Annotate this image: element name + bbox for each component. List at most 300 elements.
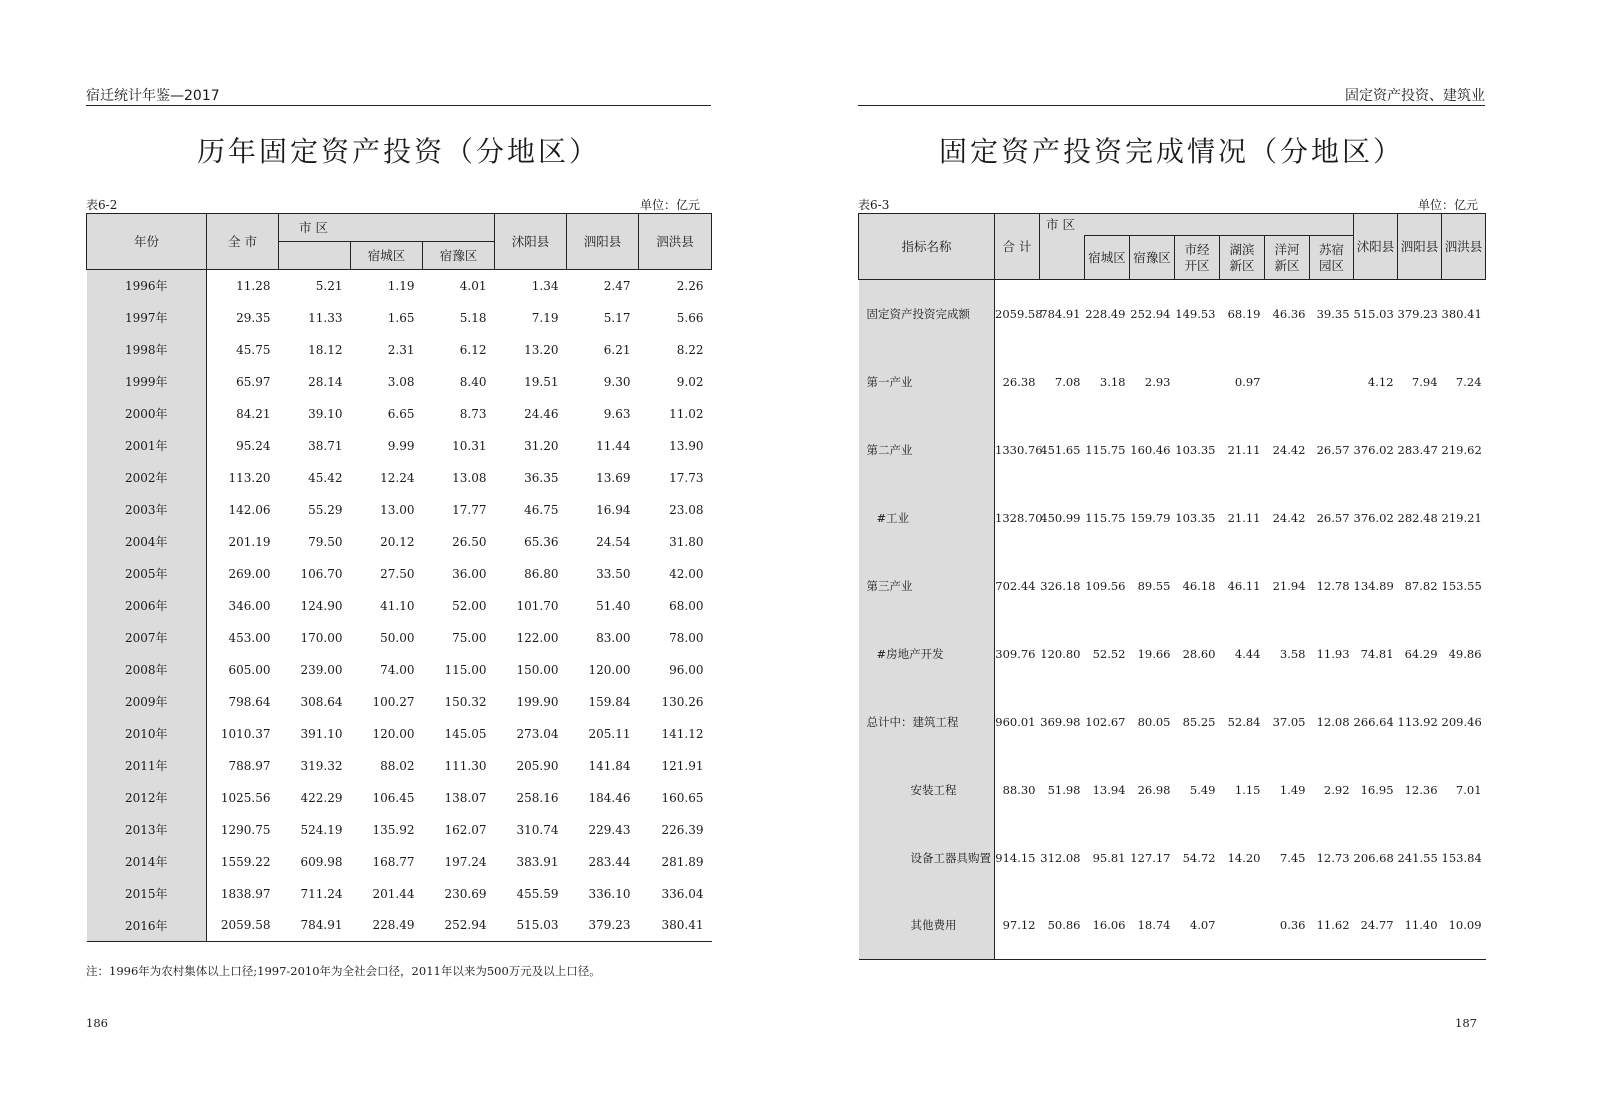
value-cell: 3.58 bbox=[1279, 646, 1306, 661]
value-cell: 101.70 bbox=[516, 598, 559, 613]
value-cell: 319.32 bbox=[300, 758, 343, 773]
left-page bbox=[0, 0, 800, 1099]
header-suqian-park-line2: 园区 bbox=[1319, 257, 1345, 273]
value-cell: 115.00 bbox=[444, 662, 487, 677]
value-cell: 199.90 bbox=[516, 694, 559, 709]
value-cell: 88.02 bbox=[380, 758, 415, 773]
table-row bbox=[859, 824, 1486, 892]
value-cell: 219.62 bbox=[1441, 442, 1482, 457]
value-cell: 273.04 bbox=[516, 726, 559, 741]
value-cell: 252.94 bbox=[423, 910, 495, 942]
value-cell: 13.20 bbox=[524, 342, 559, 357]
value-cell: 6.12 bbox=[459, 342, 487, 357]
value-cell: 20.12 bbox=[380, 534, 415, 549]
value-cell: 13.90 bbox=[669, 438, 704, 453]
header-yanghe-new-area bbox=[1265, 236, 1310, 280]
value-cell: 9.63 bbox=[603, 406, 631, 421]
header-econ-dev-line2: 开区 bbox=[1184, 257, 1210, 273]
value-cell: 8.22 bbox=[676, 342, 704, 357]
value-cell: 33.50 bbox=[596, 566, 631, 581]
value-cell: 1.19 bbox=[387, 278, 415, 293]
value-cell: 308.64 bbox=[300, 694, 343, 709]
value-cell: 376.02 bbox=[1353, 442, 1394, 457]
value-cell: 346.00 bbox=[228, 598, 271, 613]
value-cell: 86.80 bbox=[524, 566, 559, 581]
value-cell: 39.10 bbox=[308, 406, 343, 421]
value-cell: 96.00 bbox=[669, 662, 704, 677]
value-cell: 609.98 bbox=[300, 854, 343, 869]
value-cell: 1290.75 bbox=[220, 822, 271, 837]
value-cell: 85.25 bbox=[1182, 714, 1216, 729]
value-cell: 145.05 bbox=[444, 726, 487, 741]
value-cell: 228.49 bbox=[351, 910, 423, 942]
value-cell: 159.79 bbox=[1130, 510, 1171, 525]
table-number-right: 表6-3 bbox=[858, 198, 890, 212]
header-year: 年份 bbox=[87, 214, 207, 270]
value-cell: 106.70 bbox=[300, 566, 343, 581]
value-cell: 376.02 bbox=[1353, 510, 1394, 525]
value-cell: 13.00 bbox=[380, 502, 415, 517]
table-row bbox=[87, 430, 712, 462]
table-row bbox=[859, 756, 1486, 824]
value-cell: 150.32 bbox=[444, 694, 487, 709]
header-hubin-line2: 新区 bbox=[1229, 257, 1255, 273]
header-urban: 市 区 bbox=[279, 214, 495, 242]
value-cell: 1838.97 bbox=[220, 886, 271, 901]
unit-label-right: 单位：亿元 bbox=[1417, 198, 1478, 212]
value-cell: 605.00 bbox=[228, 662, 271, 677]
table-row bbox=[859, 552, 1486, 620]
value-cell: 26.57 bbox=[1316, 510, 1350, 525]
value-cell: 42.00 bbox=[669, 566, 704, 581]
table-row bbox=[87, 462, 712, 494]
value-cell: 153.55 bbox=[1441, 578, 1482, 593]
table-investment-completion-by-region bbox=[858, 213, 1486, 960]
value-cell: 7.08 bbox=[1054, 374, 1081, 389]
table-row bbox=[87, 270, 712, 302]
page-title-right: 固定资产投资完成情况（分地区） bbox=[938, 135, 1404, 168]
value-cell: 310.74 bbox=[516, 822, 559, 837]
value-cell: 124.90 bbox=[300, 598, 343, 613]
indicator-cell: 第二产业 bbox=[859, 416, 995, 484]
value-cell: 201.44 bbox=[372, 886, 415, 901]
table-row bbox=[87, 846, 712, 878]
value-cell: 11.28 bbox=[236, 278, 271, 293]
value-cell: 201.19 bbox=[228, 534, 271, 549]
value-cell: 52.52 bbox=[1092, 646, 1126, 661]
value-cell: 89.55 bbox=[1137, 578, 1171, 593]
value-cell: 383.91 bbox=[516, 854, 559, 869]
value-cell: 453.00 bbox=[228, 630, 271, 645]
indicator-cell: 设备工器具购置 bbox=[859, 824, 995, 892]
value-cell: 379.23 bbox=[567, 910, 639, 942]
table-row bbox=[87, 878, 712, 910]
value-cell: 1.65 bbox=[387, 310, 415, 325]
value-cell: 2.92 bbox=[1323, 782, 1350, 797]
year-cell: 2010年 bbox=[87, 718, 207, 750]
value-cell: 229.43 bbox=[588, 822, 631, 837]
value-cell: 19.51 bbox=[524, 374, 559, 389]
header-sucheng-right: 宿城区 bbox=[1085, 236, 1130, 280]
header-shuyang-right: 沭阳县 bbox=[1354, 214, 1398, 280]
value-cell: 2.31 bbox=[387, 342, 415, 357]
value-cell: 5.21 bbox=[315, 278, 343, 293]
unit-label-left: 单位：亿元 bbox=[639, 198, 700, 212]
value-cell: 27.50 bbox=[380, 566, 415, 581]
value-cell: 41.10 bbox=[380, 598, 415, 613]
value-cell: 134.89 bbox=[1353, 578, 1394, 593]
table-row bbox=[87, 334, 712, 366]
value-cell: 380.41 bbox=[639, 910, 712, 942]
value-cell: 1010.37 bbox=[220, 726, 271, 741]
year-cell: 2014年 bbox=[87, 846, 207, 878]
value-cell: 11.93 bbox=[1316, 646, 1350, 661]
table-row bbox=[87, 494, 712, 526]
value-cell: 24.42 bbox=[1272, 510, 1306, 525]
value-cell: 65.36 bbox=[524, 534, 559, 549]
header-suqian-park-line1: 苏宿 bbox=[1319, 241, 1345, 257]
value-cell: 7.19 bbox=[531, 310, 559, 325]
table-row bbox=[87, 654, 712, 686]
value-cell: 100.27 bbox=[372, 694, 415, 709]
value-cell: 914.15 bbox=[995, 850, 1036, 865]
value-cell: 784.91 bbox=[279, 910, 351, 942]
value-cell: 102.67 bbox=[1085, 714, 1126, 729]
header-city: 全 市 bbox=[207, 214, 279, 270]
value-cell: 28.60 bbox=[1182, 646, 1216, 661]
table-row bbox=[859, 416, 1486, 484]
year-cell: 2012年 bbox=[87, 782, 207, 814]
header-urban-spacer bbox=[279, 242, 351, 270]
value-cell: 52.00 bbox=[452, 598, 487, 613]
value-cell: 45.75 bbox=[236, 342, 271, 357]
value-cell: 0.97 bbox=[1234, 374, 1261, 389]
table-row bbox=[87, 622, 712, 654]
value-cell: 149.53 bbox=[1175, 306, 1216, 321]
table-row bbox=[87, 558, 712, 590]
header-sihong-right: 泗洪县 bbox=[1442, 214, 1486, 280]
value-cell: 8.40 bbox=[459, 374, 487, 389]
value-cell: 120.00 bbox=[588, 662, 631, 677]
table-row bbox=[87, 398, 712, 430]
value-cell: 711.24 bbox=[300, 886, 343, 901]
table-row bbox=[87, 590, 712, 622]
value-cell: 451.65 bbox=[1040, 442, 1081, 457]
value-cell: 37.05 bbox=[1272, 714, 1306, 729]
value-cell: 31.80 bbox=[669, 534, 704, 549]
value-cell: 11.40 bbox=[1398, 892, 1442, 960]
value-cell: 5.17 bbox=[603, 310, 631, 325]
value-cell: 6.65 bbox=[387, 406, 415, 421]
value-cell: 150.00 bbox=[516, 662, 559, 677]
value-cell: 135.92 bbox=[372, 822, 415, 837]
value-cell bbox=[1310, 348, 1354, 416]
value-cell: 960.01 bbox=[995, 714, 1036, 729]
header-hubin-new-area bbox=[1220, 236, 1265, 280]
year-cell: 2013年 bbox=[87, 814, 207, 846]
header-indicator: 指标名称 bbox=[859, 214, 995, 280]
value-cell: 16.94 bbox=[596, 502, 631, 517]
value-cell: 1.15 bbox=[1234, 782, 1261, 797]
value-cell: 142.06 bbox=[228, 502, 271, 517]
year-cell: 2003年 bbox=[87, 494, 207, 526]
value-cell: 5.49 bbox=[1189, 782, 1216, 797]
value-cell: 26.38 bbox=[1002, 374, 1036, 389]
value-cell: 2.26 bbox=[676, 278, 704, 293]
indicator-cell: 其他费用 bbox=[859, 892, 995, 960]
value-cell: 7.94 bbox=[1411, 374, 1438, 389]
value-cell: 46.36 bbox=[1272, 306, 1306, 321]
value-cell: 121.91 bbox=[661, 758, 704, 773]
table-row bbox=[87, 814, 712, 846]
year-cell: 2004年 bbox=[87, 526, 207, 558]
value-cell: 170.00 bbox=[300, 630, 343, 645]
value-cell: 45.42 bbox=[308, 470, 343, 485]
value-cell: 36.35 bbox=[524, 470, 559, 485]
value-cell: 115.75 bbox=[1085, 510, 1126, 525]
value-cell: 11.33 bbox=[308, 310, 343, 325]
value-cell: 309.76 bbox=[995, 646, 1036, 661]
value-cell: 111.30 bbox=[444, 758, 487, 773]
value-cell: 78.00 bbox=[669, 630, 704, 645]
value-cell: 87.82 bbox=[1404, 578, 1438, 593]
value-cell: 50.00 bbox=[380, 630, 415, 645]
value-cell: 258.16 bbox=[516, 790, 559, 805]
year-cell: 2001年 bbox=[87, 430, 207, 462]
value-cell: 455.59 bbox=[516, 886, 559, 901]
value-cell: 230.69 bbox=[444, 886, 487, 901]
header-econ-dev-line1: 市经 bbox=[1184, 241, 1210, 257]
value-cell: 219.21 bbox=[1441, 510, 1482, 525]
value-cell: 515.03 bbox=[495, 910, 567, 942]
value-cell: 74.81 bbox=[1360, 646, 1394, 661]
value-cell: 450.99 bbox=[1040, 510, 1081, 525]
value-cell: 21.11 bbox=[1227, 442, 1261, 457]
value-cell: 21.11 bbox=[1227, 510, 1261, 525]
table-row bbox=[87, 782, 712, 814]
indicator-cell: 第三产业 bbox=[859, 552, 995, 620]
value-cell: 788.97 bbox=[228, 758, 271, 773]
value-cell: 2059.58 bbox=[995, 306, 1043, 321]
year-cell: 1997年 bbox=[87, 302, 207, 334]
value-cell: 1559.22 bbox=[220, 854, 271, 869]
value-cell: 515.03 bbox=[1353, 306, 1394, 321]
value-cell: 184.46 bbox=[588, 790, 631, 805]
value-cell: 122.00 bbox=[516, 630, 559, 645]
value-cell: 28.14 bbox=[308, 374, 343, 389]
value-cell: 88.30 bbox=[1002, 782, 1036, 797]
value-cell: 46.11 bbox=[1227, 578, 1261, 593]
value-cell: 103.35 bbox=[1175, 442, 1216, 457]
value-cell: 702.44 bbox=[995, 578, 1036, 593]
value-cell: 12.78 bbox=[1316, 578, 1350, 593]
year-cell: 2011年 bbox=[87, 750, 207, 782]
value-cell: 153.84 bbox=[1441, 850, 1482, 865]
value-cell: 11.62 bbox=[1310, 892, 1354, 960]
value-cell: 239.00 bbox=[300, 662, 343, 677]
value-cell: 24.77 bbox=[1354, 892, 1398, 960]
value-cell: 4.01 bbox=[459, 278, 487, 293]
value-cell: 12.24 bbox=[380, 470, 415, 485]
value-cell: 13.94 bbox=[1092, 782, 1126, 797]
value-cell: 26.98 bbox=[1137, 782, 1171, 797]
value-cell: 31.20 bbox=[524, 438, 559, 453]
value-cell: 7.45 bbox=[1279, 850, 1306, 865]
table-row bbox=[859, 280, 1486, 348]
footnote: 注：1996年为农村集体以上口径;1997-2010年为全社会口径，2011年以来为500万元及以上口径。 bbox=[86, 964, 601, 978]
year-cell: 2009年 bbox=[87, 686, 207, 718]
right-page bbox=[800, 0, 1609, 1099]
value-cell: 50.86 bbox=[1040, 892, 1085, 960]
value-cell: 14.20 bbox=[1227, 850, 1261, 865]
value-cell: 10.09 bbox=[1442, 892, 1486, 960]
value-cell: 12.36 bbox=[1404, 782, 1438, 797]
value-cell: 13.69 bbox=[596, 470, 631, 485]
value-cell: 19.66 bbox=[1137, 646, 1171, 661]
value-cell: 13.08 bbox=[452, 470, 487, 485]
value-cell: 205.11 bbox=[588, 726, 631, 741]
value-cell: 4.44 bbox=[1234, 646, 1261, 661]
value-cell: 379.23 bbox=[1397, 306, 1438, 321]
indicator-cell: 总计中：建筑工程 bbox=[859, 688, 995, 756]
header-urban-right-spacer bbox=[1040, 236, 1085, 280]
value-cell: 7.01 bbox=[1455, 782, 1482, 797]
value-cell: 97.12 bbox=[995, 892, 1040, 960]
value-cell: 10.31 bbox=[452, 438, 487, 453]
header-suyu-right: 宿豫区 bbox=[1130, 236, 1175, 280]
value-cell: 29.35 bbox=[236, 310, 271, 325]
value-cell: 12.73 bbox=[1316, 850, 1350, 865]
value-cell: 11.44 bbox=[596, 438, 631, 453]
value-cell: 11.02 bbox=[669, 406, 704, 421]
value-cell: 336.10 bbox=[588, 886, 631, 901]
table-row bbox=[859, 484, 1486, 552]
year-cell: 2000年 bbox=[87, 398, 207, 430]
header-urban-span bbox=[1085, 214, 1354, 236]
value-cell: 312.08 bbox=[1040, 850, 1081, 865]
value-cell: 209.46 bbox=[1441, 714, 1482, 729]
year-cell: 1998年 bbox=[87, 334, 207, 366]
value-cell: 269.00 bbox=[228, 566, 271, 581]
header-suqian-park bbox=[1310, 236, 1354, 280]
value-cell: 798.64 bbox=[228, 694, 271, 709]
value-cell: 1025.56 bbox=[220, 790, 271, 805]
value-cell: 5.18 bbox=[459, 310, 487, 325]
value-cell: 12.08 bbox=[1316, 714, 1350, 729]
year-cell: 1996年 bbox=[87, 270, 207, 302]
value-cell: 68.00 bbox=[669, 598, 704, 613]
value-cell: 141.84 bbox=[588, 758, 631, 773]
header-yanghe-line1: 洋河 bbox=[1274, 241, 1300, 257]
value-cell: 228.49 bbox=[1085, 306, 1126, 321]
value-cell: 6.21 bbox=[603, 342, 631, 357]
value-cell: 5.66 bbox=[676, 310, 704, 325]
value-cell: 326.18 bbox=[1040, 578, 1081, 593]
value-cell: 49.86 bbox=[1448, 646, 1482, 661]
value-cell: 9.02 bbox=[676, 374, 704, 389]
value-cell: 1.34 bbox=[531, 278, 559, 293]
value-cell: 120.80 bbox=[1040, 646, 1081, 661]
year-cell: 1999年 bbox=[87, 366, 207, 398]
value-cell: 9.99 bbox=[387, 438, 415, 453]
value-cell: 18.12 bbox=[308, 342, 343, 357]
value-cell: 24.42 bbox=[1272, 442, 1306, 457]
value-cell: 74.00 bbox=[380, 662, 415, 677]
value-cell: 205.90 bbox=[516, 758, 559, 773]
table-row bbox=[87, 526, 712, 558]
value-cell: 422.29 bbox=[300, 790, 343, 805]
value-cell: 369.98 bbox=[1040, 714, 1081, 729]
value-cell: 2.47 bbox=[603, 278, 631, 293]
year-cell: 2002年 bbox=[87, 462, 207, 494]
year-cell: 2016年 bbox=[87, 910, 207, 942]
table-row bbox=[87, 910, 712, 942]
header-hubin-line1: 湖滨 bbox=[1229, 241, 1255, 257]
value-cell: 51.98 bbox=[1047, 782, 1081, 797]
value-cell: 7.24 bbox=[1455, 374, 1482, 389]
value-cell: 17.73 bbox=[669, 470, 704, 485]
value-cell: 36.00 bbox=[452, 566, 487, 581]
indicator-cell: #房地产开发 bbox=[859, 620, 995, 688]
value-cell: 8.73 bbox=[459, 406, 487, 421]
value-cell: 266.64 bbox=[1353, 714, 1394, 729]
value-cell: 26.57 bbox=[1316, 442, 1350, 457]
value-cell: 26.50 bbox=[452, 534, 487, 549]
table-row bbox=[859, 688, 1486, 756]
value-cell: 16.06 bbox=[1085, 892, 1130, 960]
value-cell: 282.48 bbox=[1397, 510, 1438, 525]
value-cell: 160.46 bbox=[1130, 442, 1171, 457]
value-cell: 380.41 bbox=[1441, 306, 1482, 321]
value-cell: 160.65 bbox=[661, 790, 704, 805]
value-cell: 46.75 bbox=[524, 502, 559, 517]
page-number-left: 186 bbox=[86, 1016, 108, 1030]
value-cell: 46.18 bbox=[1182, 578, 1216, 593]
header-econ-dev-zone bbox=[1175, 236, 1220, 280]
table-row bbox=[859, 620, 1486, 688]
indicator-cell: 安装工程 bbox=[859, 756, 995, 824]
value-cell: 9.30 bbox=[603, 374, 631, 389]
header-yanghe-line2: 新区 bbox=[1274, 257, 1300, 273]
value-cell: 24.46 bbox=[524, 406, 559, 421]
value-cell: 64.29 bbox=[1404, 646, 1438, 661]
running-head-right: 固定资产投资、建筑业 bbox=[1345, 88, 1485, 104]
value-cell: 524.19 bbox=[300, 822, 343, 837]
value-cell: 106.45 bbox=[372, 790, 415, 805]
value-cell: 68.19 bbox=[1227, 306, 1261, 321]
value-cell: 21.94 bbox=[1272, 578, 1306, 593]
value-cell bbox=[1265, 348, 1310, 416]
value-cell: 336.04 bbox=[661, 886, 704, 901]
table-row bbox=[87, 750, 712, 782]
value-cell: 2059.58 bbox=[207, 910, 279, 942]
value-cell: 79.50 bbox=[308, 534, 343, 549]
value-cell: 113.20 bbox=[228, 470, 271, 485]
value-cell: 206.68 bbox=[1353, 850, 1394, 865]
table-row bbox=[87, 718, 712, 750]
value-cell bbox=[1175, 348, 1220, 416]
value-cell: 115.75 bbox=[1085, 442, 1126, 457]
value-cell: 65.97 bbox=[236, 374, 271, 389]
header-rule-right bbox=[858, 105, 1485, 106]
table-number-left: 表6-2 bbox=[86, 198, 118, 212]
header-total: 合 计 bbox=[995, 214, 1040, 280]
value-cell: 141.12 bbox=[661, 726, 704, 741]
value-cell: 127.17 bbox=[1130, 850, 1171, 865]
value-cell: 162.07 bbox=[444, 822, 487, 837]
value-cell bbox=[1220, 892, 1265, 960]
header-urban-right: 市 区 bbox=[1040, 214, 1085, 236]
